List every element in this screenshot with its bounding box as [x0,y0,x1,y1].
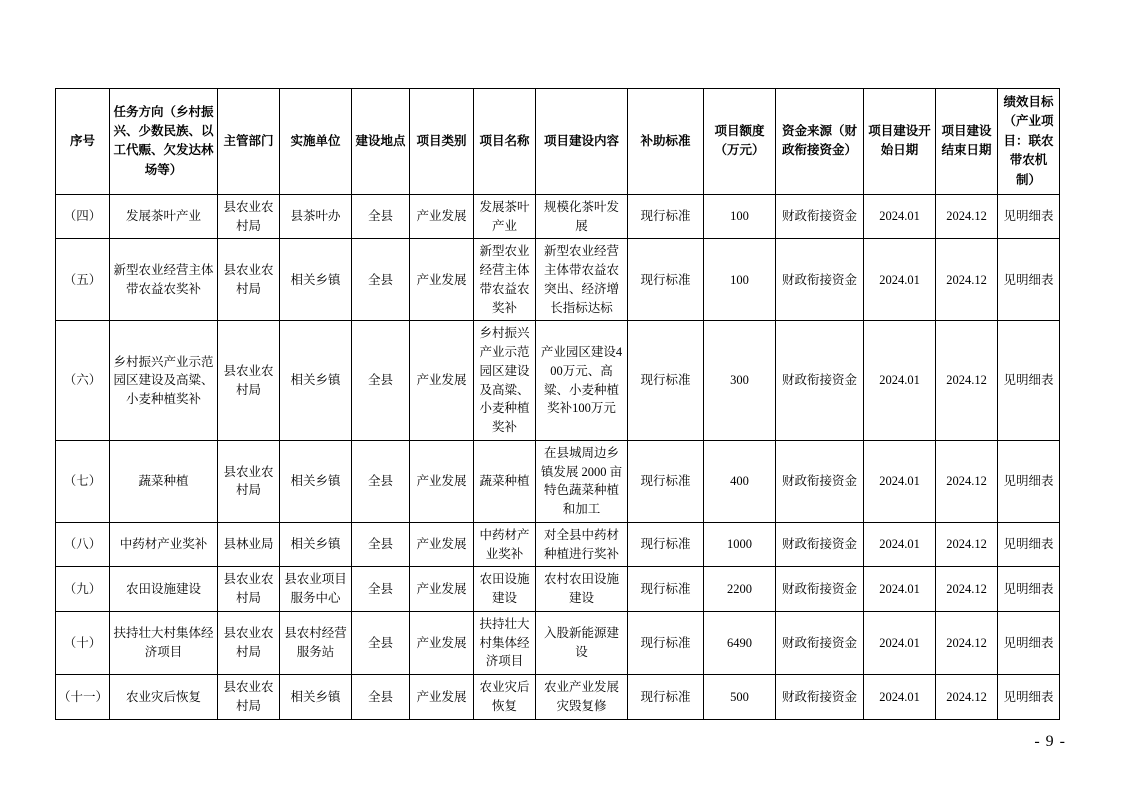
cell-content: 入股新能源建设 [536,611,628,674]
cell-seq: （六） [56,321,110,441]
cell-standard: 现行标准 [628,675,704,720]
column-header-source: 资金来源（财政衔接资金） [776,89,864,195]
cell-location: 全县 [352,321,410,441]
cell-department: 县农业农村局 [218,321,280,441]
cell-location: 全县 [352,611,410,674]
cell-name: 发展茶叶产业 [474,194,536,239]
cell-content: 农村农田设施建设 [536,567,628,612]
cell-amount: 1000 [704,522,776,567]
cell-seq: （十） [56,611,110,674]
cell-source: 财政衔接资金 [776,194,864,239]
cell-direction: 蔬菜种植 [110,440,218,522]
cell-location: 全县 [352,194,410,239]
column-header-department: 主管部门 [218,89,280,195]
cell-department: 县农业农村局 [218,440,280,522]
cell-amount: 2200 [704,567,776,612]
cell-standard: 现行标准 [628,194,704,239]
column-header-start-date: 项目建设开始日期 [864,89,936,195]
table-row [56,440,1122,522]
cell-department: 县农业农村局 [218,675,280,720]
cell-end-date: 2024.12 [936,567,998,612]
column-header-location: 建设地点 [352,89,410,195]
cell-name: 新型农业经营主体带农益农奖补 [474,239,536,321]
cell-name: 乡村振兴产业示范园区建设及高粱、小麦种植奖补 [474,321,536,441]
column-header-name: 项目名称 [474,89,536,195]
cell-start-date: 2024.01 [864,239,936,321]
cell-content: 对全县中药材种植进行奖补 [536,522,628,567]
column-header-seq: 序号 [56,89,110,195]
cell-direction: 扶持壮大村集体经济项目 [110,611,218,674]
cell-start-date: 2024.01 [864,567,936,612]
cell-amount: 6490 [704,611,776,674]
cell-performance: 见明细表 [998,522,1060,567]
cell-source: 财政衔接资金 [776,321,864,441]
cell-end-date: 2024.12 [936,611,998,674]
cell-direction: 发展茶叶产业 [110,194,218,239]
column-header-direction: 任务方向（乡村振兴、少数民族、以工代赈、欠发达林场等） [110,89,218,195]
cell-direction: 中药材产业奖补 [110,522,218,567]
cell-category: 产业发展 [410,522,474,567]
table-row [56,675,1122,720]
cell-amount: 100 [704,239,776,321]
cell-department: 县农业农村局 [218,239,280,321]
cell-source: 财政衔接资金 [776,567,864,612]
cell-start-date: 2024.01 [864,440,936,522]
cell-seq: （五） [56,239,110,321]
cell-department: 县农业农村局 [218,194,280,239]
cell-seq: （七） [56,440,110,522]
cell-end-date: 2024.12 [936,239,998,321]
cell-name: 中药材产业奖补 [474,522,536,567]
cell-direction: 乡村振兴产业示范园区建设及高粱、小麦种植奖补 [110,321,218,441]
table-row [56,522,1122,567]
cell-start-date: 2024.01 [864,675,936,720]
cell-start-date: 2024.01 [864,194,936,239]
cell-start-date: 2024.01 [864,522,936,567]
page-number: - 9 - [1034,733,1066,750]
cell-performance: 见明细表 [998,675,1060,720]
cell-seq: （十一） [56,675,110,720]
cell-location: 全县 [352,239,410,321]
cell-content: 在县城周边乡镇发展 2000 亩特色蔬菜种植和加工 [536,440,628,522]
cell-start-date: 2024.01 [864,611,936,674]
cell-name: 蔬菜种植 [474,440,536,522]
column-header-performance: 绩效目标（产业项目：联农带农机制） [998,89,1060,195]
cell-standard: 现行标准 [628,321,704,441]
cell-unit: 县农村经营服务站 [280,611,352,674]
column-header-amount: 项目额度（万元） [704,89,776,195]
cell-direction: 农业灾后恢复 [110,675,218,720]
cell-seq: （八） [56,522,110,567]
cell-unit: 相关乡镇 [280,675,352,720]
cell-end-date: 2024.12 [936,321,998,441]
table-row [56,611,1122,674]
cell-source: 财政衔接资金 [776,675,864,720]
cell-amount: 400 [704,440,776,522]
cell-category: 产业发展 [410,611,474,674]
cell-direction: 农田设施建设 [110,567,218,612]
cell-name: 农田设施建设 [474,567,536,612]
cell-name: 扶持壮大村集体经济项目 [474,611,536,674]
table-row [56,567,1122,612]
column-header-category: 项目类别 [410,89,474,195]
cell-amount: 300 [704,321,776,441]
column-header-unit: 实施单位 [280,89,352,195]
cell-amount: 100 [704,194,776,239]
cell-unit: 县茶叶办 [280,194,352,239]
cell-direction: 新型农业经营主体带农益农奖补 [110,239,218,321]
cell-unit: 县农业项目服务中心 [280,567,352,612]
cell-end-date: 2024.12 [936,675,998,720]
cell-department: 县农业农村局 [218,567,280,612]
project-table-container [55,88,1067,720]
cell-location: 全县 [352,522,410,567]
cell-category: 产业发展 [410,194,474,239]
cell-performance: 见明细表 [998,239,1060,321]
project-plan-table [55,88,1122,720]
cell-standard: 现行标准 [628,522,704,567]
cell-standard: 现行标准 [628,440,704,522]
cell-standard: 现行标准 [628,611,704,674]
cell-amount: 500 [704,675,776,720]
cell-category: 产业发展 [410,675,474,720]
column-header-end-date: 项目建设结束日期 [936,89,998,195]
cell-end-date: 2024.12 [936,440,998,522]
cell-source: 财政衔接资金 [776,522,864,567]
cell-category: 产业发展 [410,440,474,522]
cell-content: 农业产业发展灾毁复修 [536,675,628,720]
cell-content: 新型农业经营主体带农益农突出、经济增长指标达标 [536,239,628,321]
cell-location: 全县 [352,675,410,720]
cell-source: 财政衔接资金 [776,239,864,321]
cell-category: 产业发展 [410,567,474,612]
cell-performance: 见明细表 [998,321,1060,441]
cell-performance: 见明细表 [998,440,1060,522]
cell-performance: 见明细表 [998,611,1060,674]
table-row [56,239,1122,321]
column-header-standard: 补助标准 [628,89,704,195]
cell-location: 全县 [352,567,410,612]
cell-content: 规模化茶叶发展 [536,194,628,239]
cell-performance: 见明细表 [998,194,1060,239]
cell-unit: 相关乡镇 [280,440,352,522]
cell-seq: （四） [56,194,110,239]
cell-unit: 相关乡镇 [280,522,352,567]
cell-source: 财政衔接资金 [776,440,864,522]
cell-source: 财政衔接资金 [776,611,864,674]
cell-standard: 现行标准 [628,239,704,321]
cell-category: 产业发展 [410,321,474,441]
cell-seq: （九） [56,567,110,612]
table-row [56,321,1122,441]
table-header-row [56,89,1122,195]
cell-performance: 见明细表 [998,567,1060,612]
table-row [56,194,1122,239]
cell-department: 县林业局 [218,522,280,567]
cell-name: 农业灾后恢复 [474,675,536,720]
cell-location: 全县 [352,440,410,522]
cell-end-date: 2024.12 [936,194,998,239]
cell-content: 产业园区建设400万元、高粱、小麦种植奖补100万元 [536,321,628,441]
cell-category: 产业发展 [410,239,474,321]
column-header-content: 项目建设内容 [536,89,628,195]
cell-department: 县农业农村局 [218,611,280,674]
cell-unit: 相关乡镇 [280,321,352,441]
cell-start-date: 2024.01 [864,321,936,441]
cell-standard: 现行标准 [628,567,704,612]
cell-unit: 相关乡镇 [280,239,352,321]
cell-end-date: 2024.12 [936,522,998,567]
